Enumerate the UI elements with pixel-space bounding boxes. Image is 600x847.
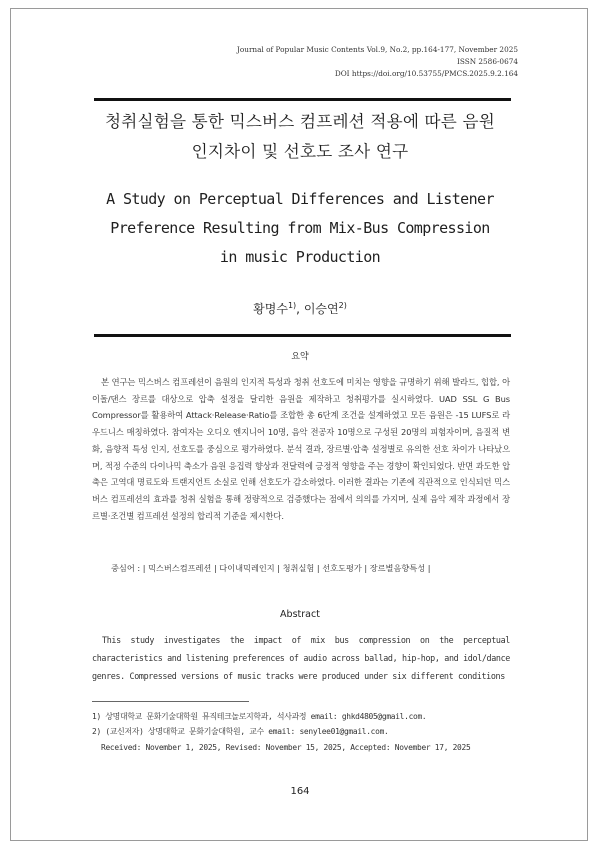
author-2-footnote-ref: 2): [338, 301, 347, 310]
submission-dates: Received: November 1, 2025, Revised: November 15, 2025, Accepted: November 17, 2025: [101, 742, 471, 752]
keywords: [111, 563, 430, 574]
english-abstract-text: This study investigates the impact of mix bus compression on the perceptual characteristics and listening preferences of audio across ballad, hip-hop, and idol/dance genres. Compressed versions of music tracks were produced under six different conditions: [92, 635, 510, 681]
footnote-1: 1) 상명대학교 문화기술대학원 뮤직테크놀로지학과, 석사과정 email: ghkd4805@gmail.com.: [92, 712, 427, 721]
journal-info: [237, 44, 518, 80]
keywords-list: | 믹스버스컴프레션 | 다이내믹레인지 | 청취실험 | 선호도평가 | 장르별음향특성 |: [142, 563, 431, 573]
korean-title-line-1: 청취실험을 통한 믹스버스 컴프레션 적용에 따른 음원: [105, 112, 495, 131]
footnote-rule: [92, 701, 249, 702]
page-number: 164: [290, 786, 310, 797]
footnotes: [92, 709, 470, 755]
korean-abstract: [92, 374, 510, 524]
keywords-label: 중심어 :: [111, 563, 141, 573]
korean-abstract-heading: 요약: [291, 352, 309, 362]
english-title-line-3: in music Production: [219, 248, 381, 266]
english-abstract: [92, 631, 510, 685]
author-list: [0, 300, 600, 317]
korean-title-line-2: 인지차이 및 선호도 조사 연구: [191, 142, 409, 161]
english-abstract-heading: Abstract: [280, 609, 320, 620]
journal-citation: Journal of Popular Music Contents Vol.9, No.2, pp.164-177, November 2025: [236, 45, 518, 54]
journal-doi: DOI https://doi.org/10.53755/PMCS.2025.9.2.164: [334, 69, 518, 78]
footnote-2: 2) (교신저자) 상명대학교 문화기술대학원, 교수 email: senylee01@gmail.com.: [92, 727, 389, 737]
english-title-line-1: A Study on Perceptual Differences and Listener: [106, 190, 494, 208]
author-2: 이승연: [303, 302, 339, 316]
english-title-line-2: Preference Resulting from Mix-Bus Compression: [110, 219, 490, 237]
english-title: [0, 185, 600, 272]
korean-abstract-text: 본 연구는 믹스버스 컴프레션이 음원의 인지적 특성과 청취 선호도에 미치는 영향을 규명하기 위해 발라드, 힙합, 아이돌/댄스 장르를 대상으로 압축 설정을 달리한 음원을 제작하고 청취평가를 실시하였다. UAD SSL G Bus Compressor를 활용하여 Attack·Release·Ratio를 조합한 총 6단계 조건을 설계하였고 모든 음원은 -15 LUFS로 라우드니스 매칭하였다. 참여자는 오디오 엔지니어 10명, 음악 전공자 10명으로 구성된 20명의 피험자이며, 음질적 변화, 음향적 특성 인지, 선호도를 중심으로 평가하였다. 분석 결과, 장르별·압축 설정별로 유의한 선호 차이가 나타났으며, 적정 수준의 다이나믹 축소가 음원 응집력 향상과 전달력에 긍정적 영향을 주는 경향이 확인되었다. 반면 과도한 압축은 고역대 명료도와 트랜지언트 소실로 인해 선호도가 감소하였다. 이러한 결과는 기존에 직관적으로 인식되던 믹스버스 컴프레션의 효과를 청취 실험을 통해 정량적으로 검증했다는 점에서 의의를 가지며, 실제 음악 제작 과정에서 장르별·조건별 컴프레션 설정의 합리적 기준을 제시한다.: [92, 377, 510, 521]
author-1-footnote-ref: 1): [287, 301, 297, 310]
author-separator: ,: [296, 302, 300, 316]
korean-title: [0, 107, 600, 167]
abstract-top-rule: [94, 334, 511, 337]
journal-issn: ISSN 2586-0674: [456, 57, 518, 66]
title-top-rule: [94, 98, 511, 101]
author-1: 황명수: [253, 302, 288, 316]
